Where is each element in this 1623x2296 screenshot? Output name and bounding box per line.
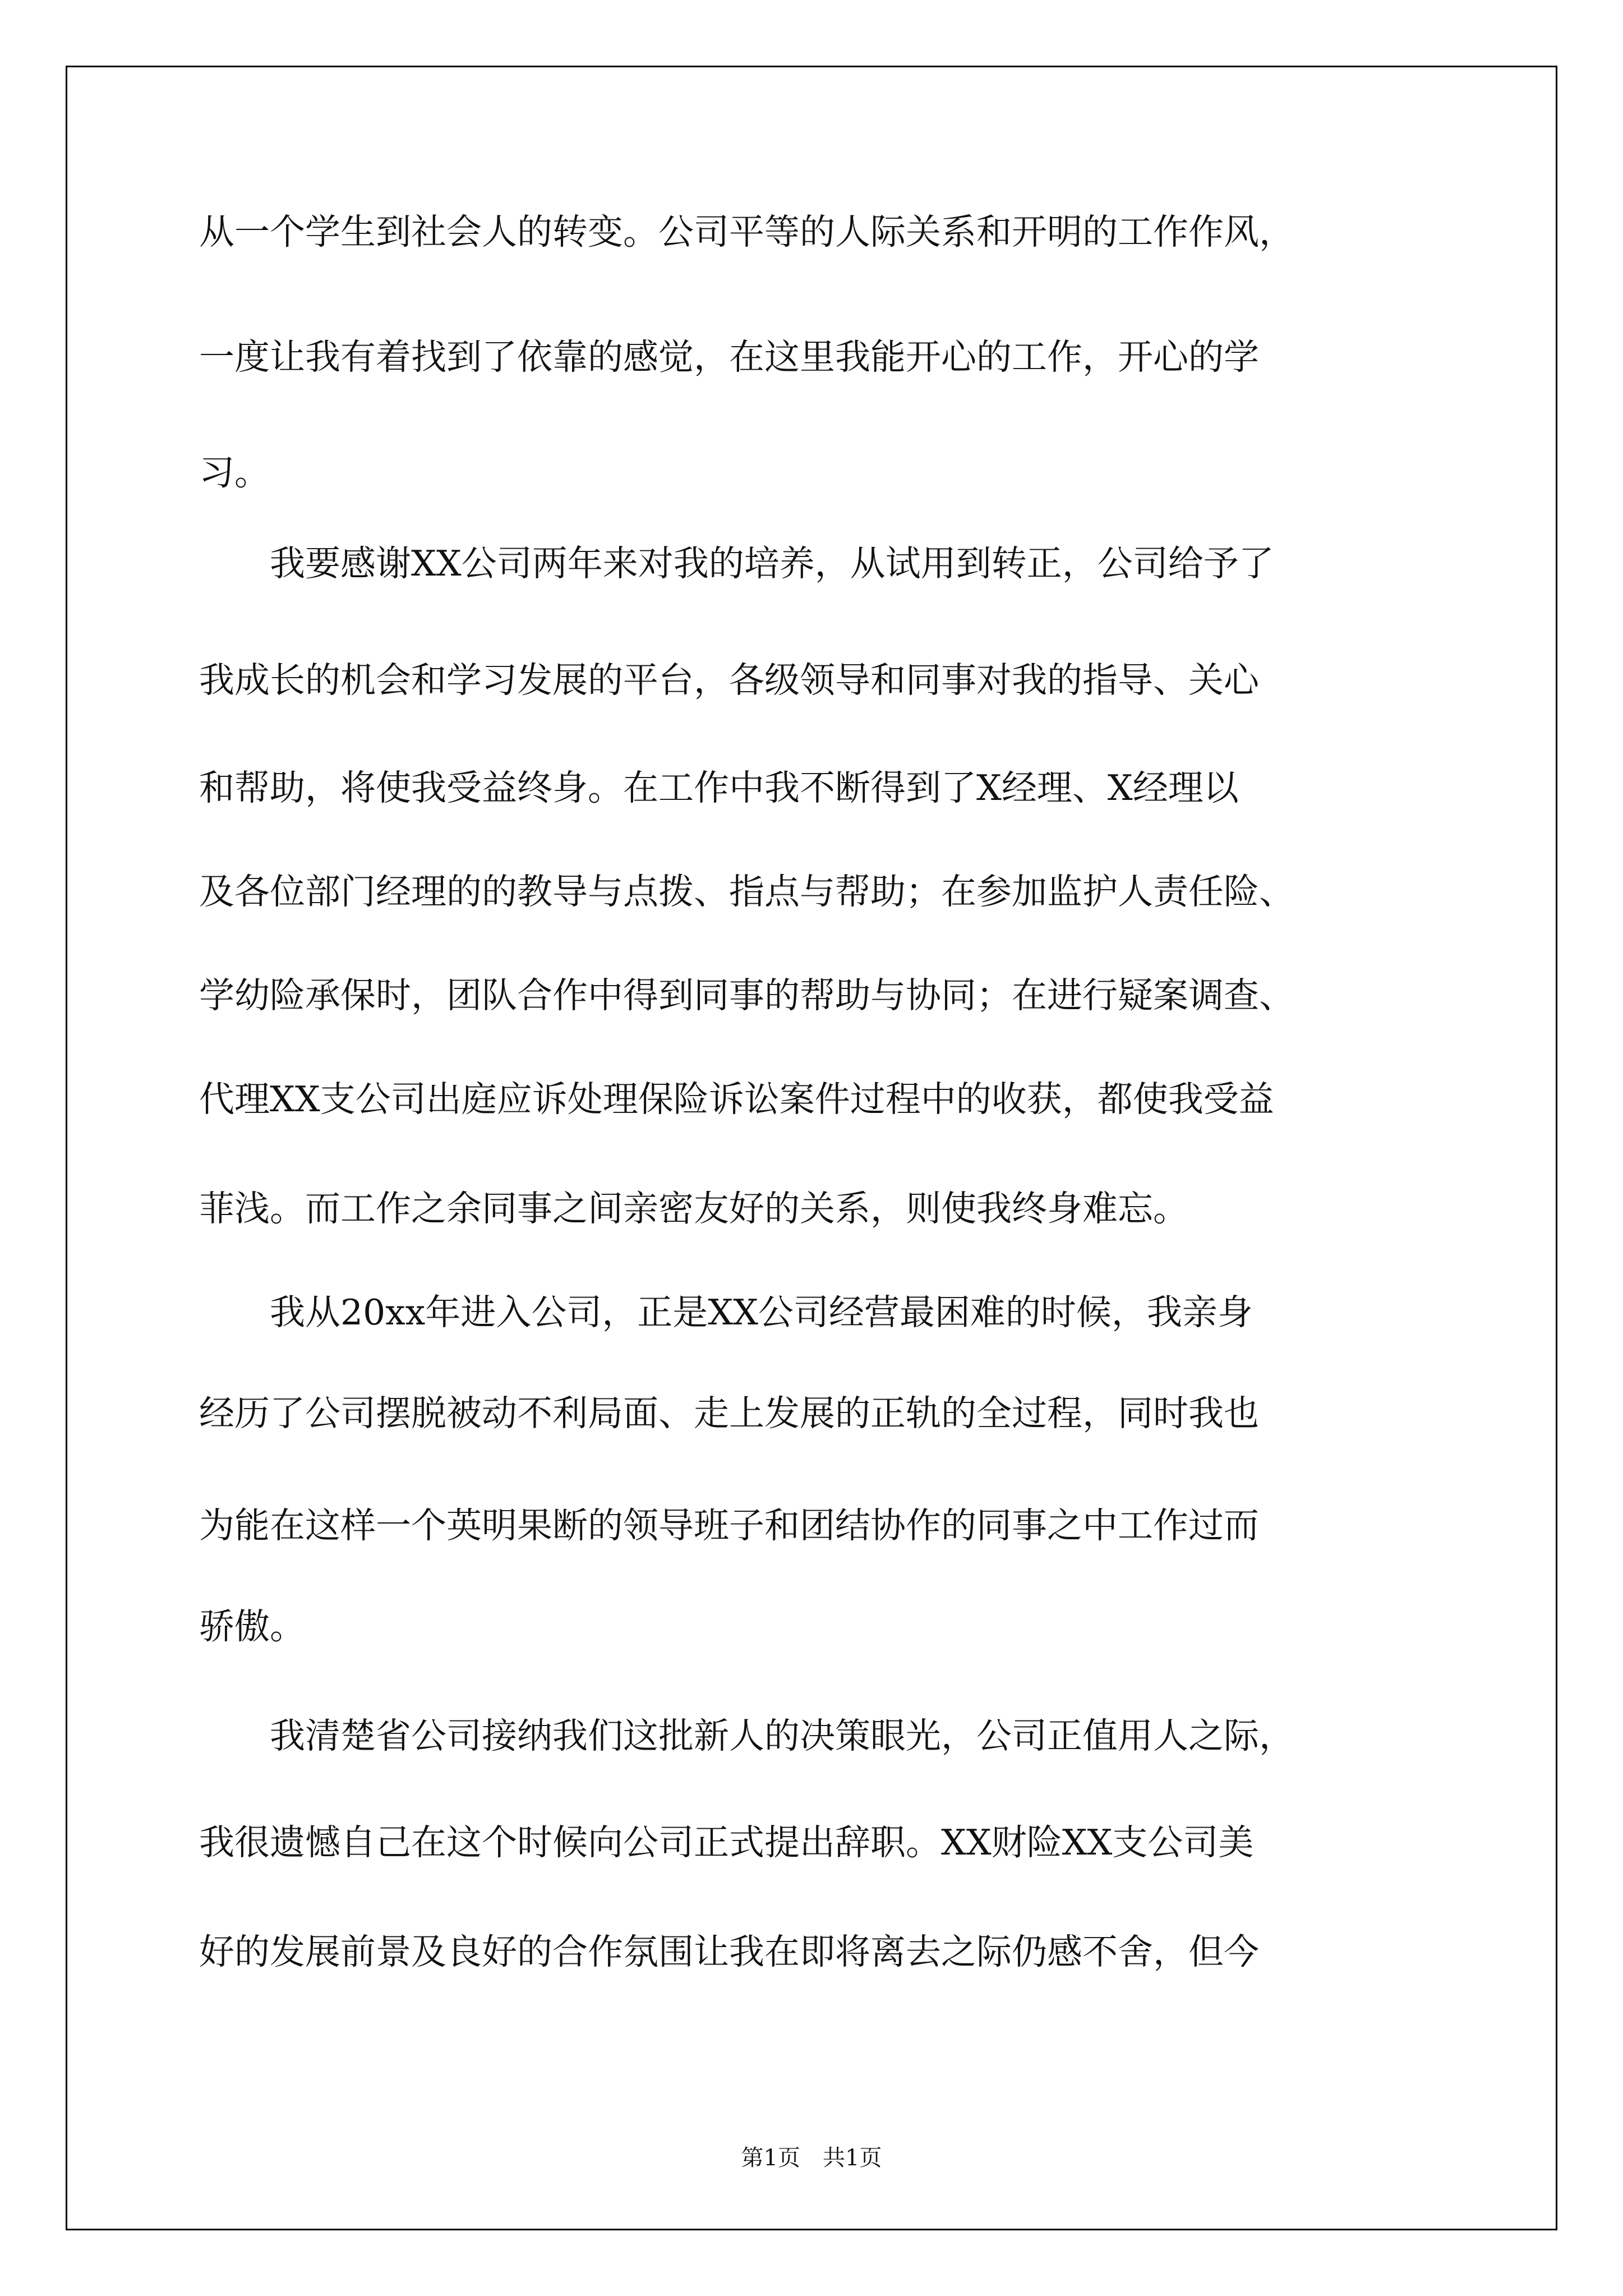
text-line: 我要感谢XX公司两年来对我的培养，从试用到转正，公司给予了 — [199, 543, 1274, 584]
text-line: 骄傲。 — [199, 1606, 305, 1647]
page-number-footer: 第1页 共1页 — [741, 2145, 882, 2171]
text-line: 我清楚省公司接纳我们这批新人的决策眼光，公司正值用人之际， — [199, 1715, 1294, 1756]
text-line: 为能在这样一个英明果断的领导班子和团结协作的同事之中工作过而 — [199, 1505, 1259, 1546]
text-line: 我从20xx年进入公司，正是XX公司经营最困难的时候，我亲身 — [199, 1292, 1253, 1333]
text-line: 学幼险承保时，团队合作中得到同事的帮助与协同；在进行疑案调查、 — [199, 975, 1294, 1016]
text-line: 一度让我有着找到了依靠的感觉，在这里我能开心的工作，开心的学 — [199, 337, 1259, 378]
text-line: 及各位部门经理的的教导与点拨、指点与帮助；在参加监护人责任险、 — [199, 871, 1294, 912]
text-line: 菲浅。而工作之余同事之间亲密友好的关系，则使我终身难忘。 — [199, 1188, 1188, 1229]
text-line: 和帮助，将使我受益终身。在工作中我不断得到了X经理、X经理以 — [199, 767, 1239, 808]
text-line: 好的发展前景及良好的合作氛围让我在即将离去之际仍感不舍，但今 — [199, 1931, 1259, 1972]
text-line: 代理XX支公司出庭应诉处理保险诉讼案件过程中的收获，都使我受益 — [199, 1079, 1274, 1120]
page-border — [66, 66, 1557, 2230]
text-line: 我很遗憾自己在这个时候向公司正式提出辞职。XX财险XX支公司美 — [199, 1822, 1254, 1863]
text-line: 我成长的机会和学习发展的平台，各级领导和同事对我的指导、关心 — [199, 660, 1259, 701]
text-line: 经历了公司摆脱被动不利局面、走上发展的正轨的全过程，同时我也 — [199, 1393, 1259, 1434]
text-line: 从一个学生到社会人的转变。公司平等的人际关系和开明的工作作风， — [199, 211, 1294, 252]
text-line: 习。 — [199, 452, 270, 493]
